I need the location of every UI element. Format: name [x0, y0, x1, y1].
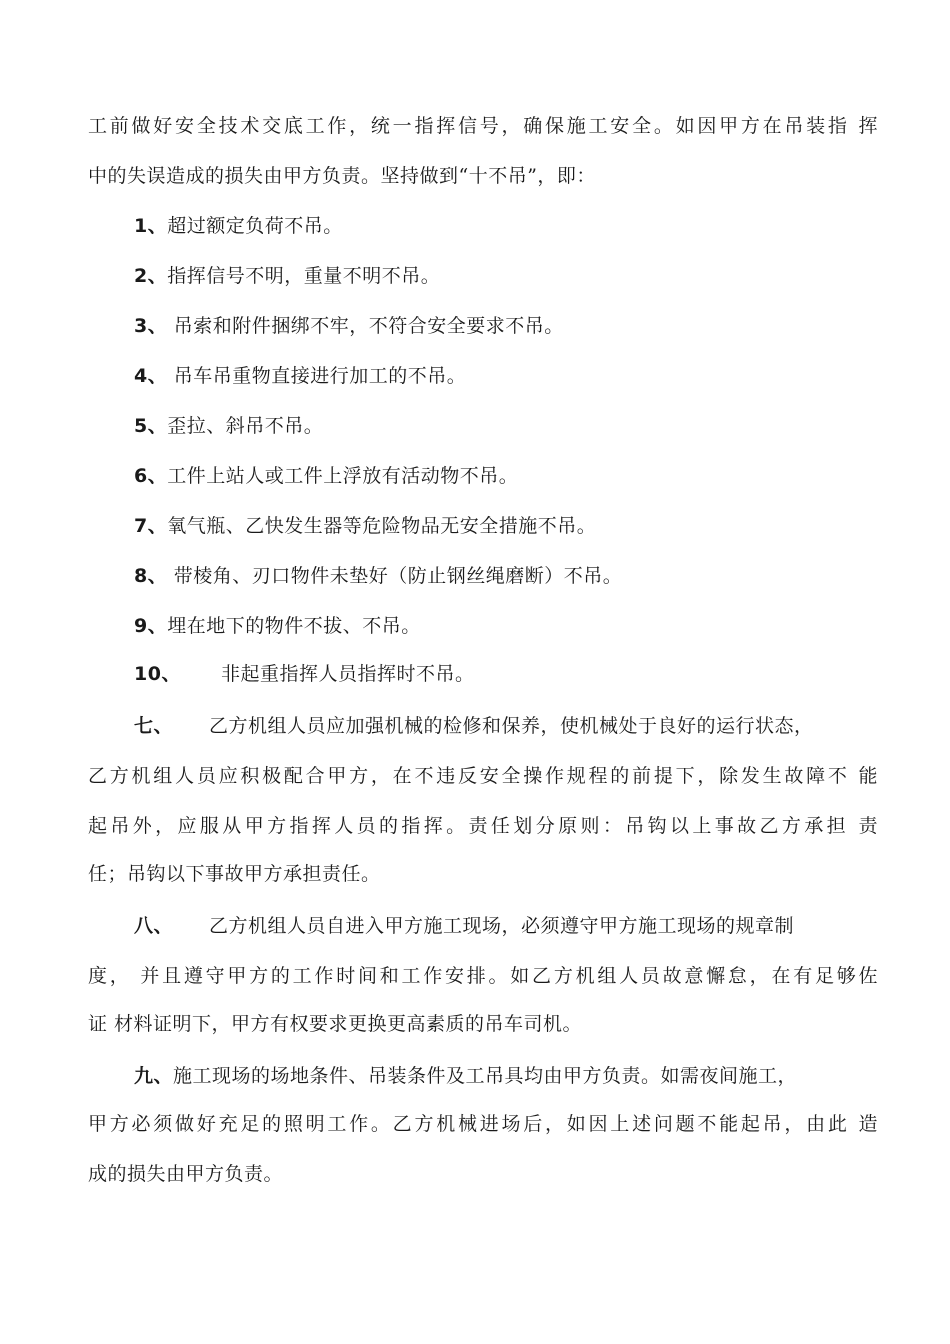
section-8-text: 乙方机组人员自进入甲方施工现场，必须遵守甲方施工现场的规章制 — [209, 915, 795, 937]
rule-item-8 — [134, 562, 924, 590]
rule-number: 7、 — [134, 515, 168, 537]
section-9-line-2: 甲方必须做好充足的照明工作。乙方机械进场后，如因上述问题不能起吊，由此 造 — [88, 1113, 878, 1135]
rule-number: 9、 — [134, 615, 168, 637]
rule-text: 氧气瓶、乙快发生器等危险物品无安全措施不吊。 — [167, 515, 597, 537]
section-8-line-1 — [134, 912, 878, 940]
rule-number: 4、 — [134, 365, 168, 387]
section-7-line-4: 任；吊钩以下事故甲方承担责任。 — [88, 863, 381, 885]
section-8-heading: 八、 — [134, 915, 174, 937]
rule-text: 非起重指挥人员指挥时不吊。 — [220, 663, 475, 685]
rule-number: 8、 — [134, 565, 168, 587]
rule-item-3 — [134, 312, 924, 340]
section-9-line-1 — [134, 1062, 878, 1090]
section-8-line-2: 度， 并且遵守甲方的工作时间和工作安排。如乙方机组人员故意懈怠，在有足够佐 — [88, 965, 878, 987]
rule-item-9 — [134, 612, 924, 640]
rule-item-6 — [134, 462, 924, 490]
rule-number: 5、 — [134, 415, 168, 437]
rule-text: 吊车吊重物直接进行加工的不吊。 — [167, 365, 467, 387]
rule-text: 指挥信号不明，重量不明不吊。 — [167, 265, 441, 287]
rule-number: 6、 — [134, 465, 168, 487]
rule-number: 3、 — [134, 315, 168, 337]
section-7-line-2: 乙方机组人员应积极配合甲方，在不违反安全操作规程的前提下，除发生故障不 能 — [88, 765, 878, 787]
section-7-line-3: 起吊外，应服从甲方指挥人员的指挥。责任划分原则：吊钩以上事故乙方承担 责 — [88, 815, 878, 837]
rule-number: 10、 — [134, 663, 181, 685]
rule-item-1 — [134, 212, 924, 240]
section-9-text: 施工现场的场地条件、吊装条件及工吊具均由甲方负责。如需夜间施工， — [173, 1065, 798, 1087]
rule-text: 带棱角、刃口物件未垫好（防止钢丝绳磨断）不吊。 — [167, 565, 623, 587]
rule-item-2 — [134, 262, 924, 290]
intro-line-1: 工前做好安全技术交底工作，统一指挥信号，确保施工安全。如因甲方在吊装指 挥 — [88, 115, 878, 137]
rule-item-10 — [134, 660, 924, 688]
section-9-heading: 九、 — [134, 1065, 174, 1087]
section-9-line-3: 成的损失由甲方负责。 — [88, 1163, 284, 1185]
rule-item-4 — [134, 362, 924, 390]
rule-text: 埋在地下的物件不拔、不吊。 — [167, 615, 421, 637]
rule-text: 超过额定负荷不吊。 — [167, 215, 343, 237]
section-7-text: 乙方机组人员应加强机械的检修和保养，使机械处于良好的运行状态， — [209, 715, 814, 737]
section-7-line-1 — [134, 712, 878, 740]
rule-text: 工件上站人或工件上浮放有活动物不吊。 — [167, 465, 519, 487]
rule-text: 歪拉、斜吊不吊。 — [167, 415, 324, 437]
rule-text: 吊索和附件捆绑不牢，不符合安全要求不吊。 — [167, 315, 564, 337]
section-7-heading: 七、 — [134, 715, 174, 737]
intro-line-2: 中的失误造成的损失由甲方负责。坚持做到“十不吊”，即： — [88, 165, 596, 187]
rule-number: 1、 — [134, 215, 168, 237]
section-8-line-3: 证 材料证明下，甲方有权要求更换更高素质的吊车司机。 — [88, 1013, 583, 1035]
rule-number: 2、 — [134, 265, 168, 287]
rule-item-5 — [134, 412, 924, 440]
rule-item-7 — [134, 512, 924, 540]
